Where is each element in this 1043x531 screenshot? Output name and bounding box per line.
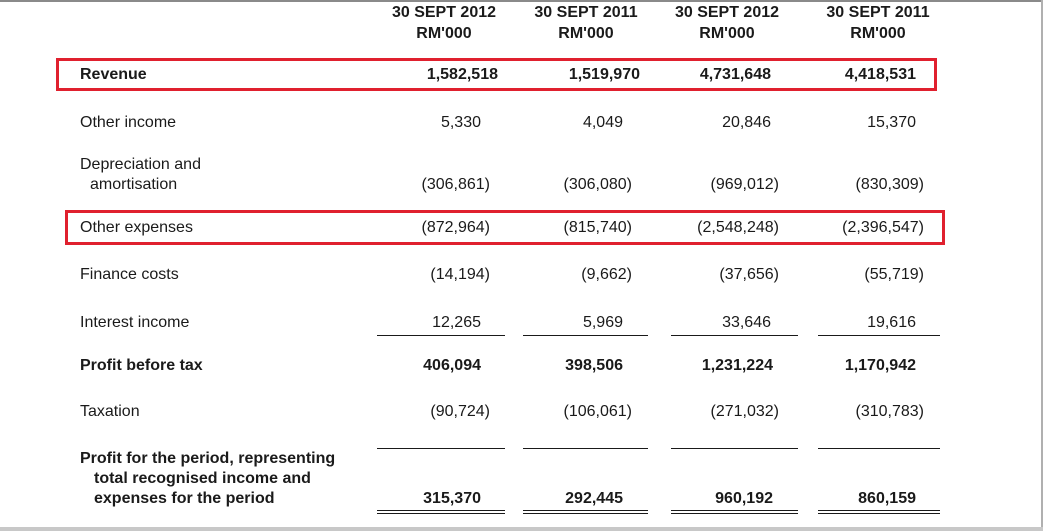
profit-for-period-value-3: 960,192 (715, 490, 773, 507)
taxation-value-3: (271,032) (710, 403, 779, 420)
profit-for-period-value-4: 860,159 (858, 490, 916, 507)
total-rule-3 (671, 448, 798, 449)
column-header-1 (382, 2, 506, 44)
window-bottom-border (0, 527, 1043, 531)
subtotal-rule-2 (523, 335, 648, 336)
row-label-line: expenses for the period (94, 490, 275, 507)
revenue-value-3: 4,731,648 (699, 66, 771, 83)
taxation-value-2: (106,061) (563, 403, 632, 420)
interest-income-value-4: 19,616 (867, 314, 916, 331)
row-label-finance-costs: Finance costs (80, 266, 179, 283)
interest-income-value-2: 5,969 (582, 314, 623, 331)
revenue-value-1: 1,582,518 (426, 66, 498, 83)
column-header-unit: RM'000 (699, 25, 755, 42)
profit-for-period-value-2: 292,445 (565, 490, 623, 507)
row-label-line: total recognised income and (94, 470, 311, 487)
column-header-date: 30 SEPT 2012 (674, 4, 780, 21)
finance-costs-value-3: (37,656) (719, 266, 779, 283)
double-underline-2 (523, 510, 648, 514)
column-header-4 (816, 2, 940, 44)
column-header-unit: RM'000 (850, 25, 906, 42)
double-underline-3 (671, 510, 798, 514)
row-label-line: Depreciation and (80, 156, 201, 173)
revenue-value-2: 1,519,970 (568, 66, 640, 83)
row-label-taxation: Taxation (80, 403, 140, 420)
depreciation-value-2: (306,080) (563, 176, 632, 193)
subtotal-rule-4 (818, 335, 940, 336)
profit-before-tax-value-2: 398,506 (565, 357, 623, 374)
column-header-2 (524, 2, 648, 44)
column-header-3 (665, 2, 789, 44)
depreciation-value-1: (306,861) (421, 176, 490, 193)
total-rule-1 (377, 448, 505, 449)
depreciation-value-4: (830,309) (855, 176, 924, 193)
other-income-value-1: 5,330 (440, 114, 481, 131)
other-expenses-value-4: (2,396,547) (842, 219, 924, 236)
other-expenses-value-1: (872,964) (421, 219, 490, 236)
interest-income-value-3: 33,646 (722, 314, 771, 331)
profit-before-tax-value-3: 1,231,224 (701, 357, 773, 374)
profit-before-tax-value-1: 406,094 (423, 357, 481, 374)
taxation-value-4: (310,783) (855, 403, 924, 420)
profit-for-period-value-1: 315,370 (423, 490, 481, 507)
column-header-date: 30 SEPT 2011 (826, 4, 930, 21)
double-underline-1 (377, 510, 505, 514)
column-header-date: 30 SEPT 2011 (534, 4, 638, 21)
other-expenses-value-3: (2,548,248) (697, 219, 779, 236)
row-label-interest-income: Interest income (80, 314, 190, 331)
interest-income-value-1: 12,265 (432, 314, 481, 331)
row-label-line: Profit for the period, representing (80, 450, 336, 467)
other-income-value-4: 15,370 (867, 114, 916, 131)
total-rule-4 (818, 448, 940, 449)
finance-costs-value-2: (9,662) (581, 266, 632, 283)
finance-costs-value-4: (55,719) (864, 266, 924, 283)
row-label-depreciation-amortisation (80, 155, 201, 195)
other-income-value-3: 20,846 (722, 114, 771, 131)
column-header-date: 30 SEPT 2012 (391, 4, 497, 21)
row-label-profit-before-tax: Profit before tax (80, 357, 203, 374)
column-header-unit: RM'000 (416, 25, 472, 42)
taxation-value-1: (90,724) (430, 403, 490, 420)
subtotal-rule-1 (377, 335, 505, 336)
total-rule-2 (523, 448, 648, 449)
row-label-line: amortisation (90, 176, 178, 193)
subtotal-rule-3 (671, 335, 798, 336)
row-label-other-income: Other income (80, 114, 177, 131)
double-underline-4 (818, 510, 940, 514)
finance-costs-value-1: (14,194) (430, 266, 490, 283)
depreciation-value-3: (969,012) (710, 176, 779, 193)
column-header-unit: RM'000 (558, 25, 614, 42)
revenue-value-4: 4,418,531 (844, 66, 916, 83)
other-income-value-2: 4,049 (582, 114, 623, 131)
row-label-profit-for-period (80, 449, 335, 509)
profit-before-tax-value-4: 1,170,942 (844, 357, 916, 374)
row-label-revenue: Revenue (80, 66, 147, 83)
row-label-other-expenses: Other expenses (80, 219, 193, 236)
other-expenses-value-2: (815,740) (563, 219, 632, 236)
